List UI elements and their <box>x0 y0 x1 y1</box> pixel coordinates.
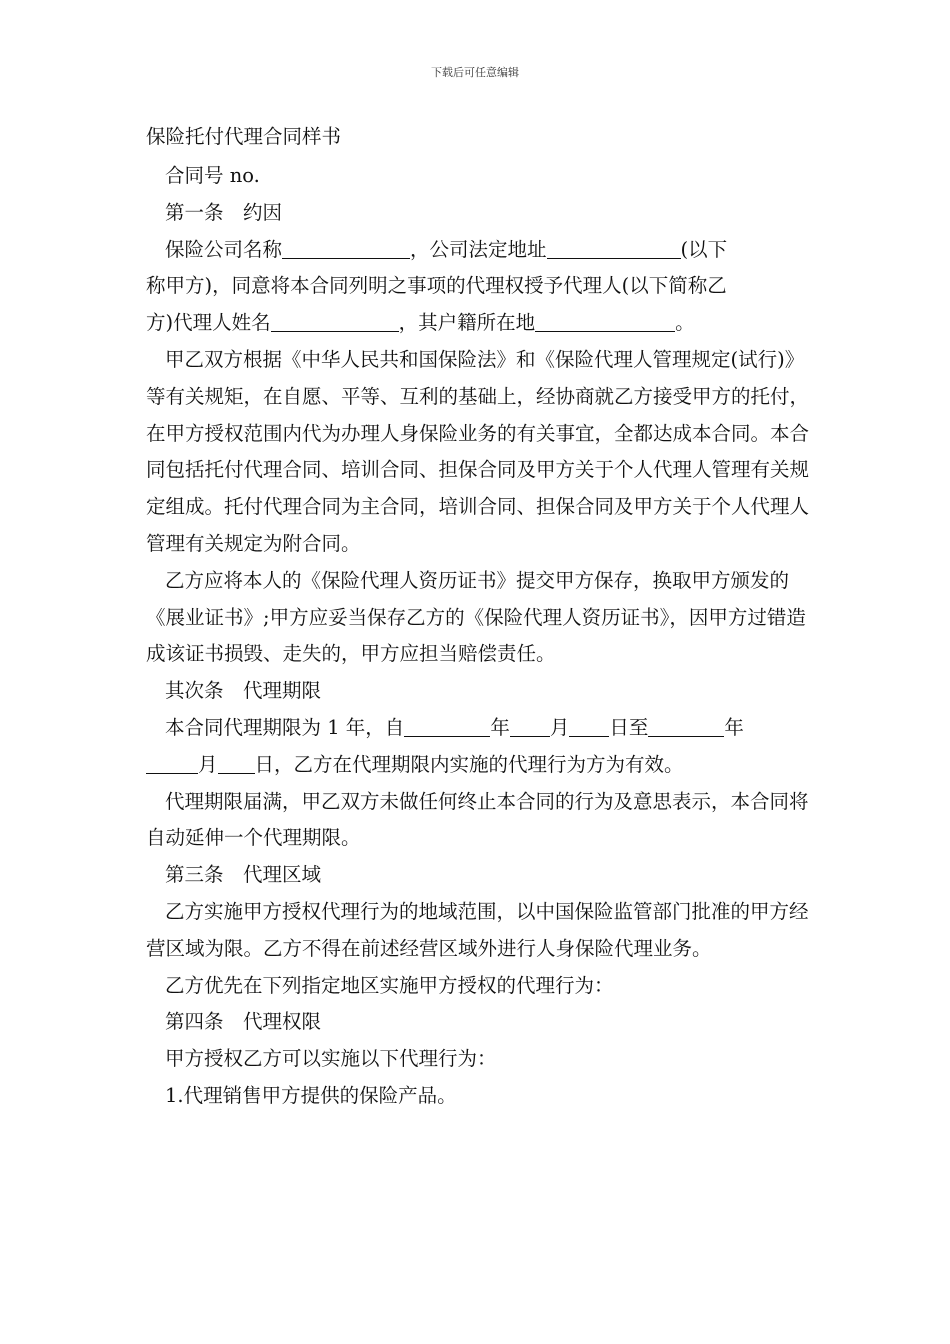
start-month-blank[interactable] <box>510 714 550 737</box>
article-3-heading: 第三条 代理区域 <box>165 863 322 887</box>
end-year-blank[interactable] <box>648 714 724 737</box>
list-item-1: 1.代理销售甲方提供的保险产品。 <box>165 1083 457 1107</box>
document-title: 保险托付代理合同样书 <box>146 125 342 148</box>
designated-area-paragraph: 乙方优先在下列指定地区实施甲方授权的代理行为： <box>165 973 614 997</box>
article-4-heading: 第四条 代理权限 <box>165 1010 322 1034</box>
text-segment: 月 <box>198 752 218 776</box>
text-segment: 保险公司名称 <box>165 237 283 261</box>
document-body <box>146 120 816 1115</box>
text-segment: 年 <box>724 715 744 739</box>
text-segment: ，其户籍所在地 <box>398 311 536 335</box>
territory-paragraph: 乙方实施甲方授权代理行为的地域范围，以中国保险监管部门批准的甲方经营区域为限。乙方不得在前述经营区域外进行人身保险代理业务。 <box>146 899 809 960</box>
article-1-heading: 第一条 约因 <box>165 200 283 224</box>
page-header: 下载后可任意编辑 <box>431 66 519 79</box>
text-segment: 月 <box>549 715 570 739</box>
agency-term-paragraph <box>146 710 816 784</box>
contract-number: 合同号 no. <box>165 164 260 187</box>
certificate-paragraph: 乙方应将本人的《保险代理人资历证书》提交甲方保存，换取甲方颁发的《展业证书》;甲方应妥当保存乙方的《保险代理人资历证书》，因甲方过错造成该证书损毁、走失的，甲方应担当赔偿责任。 <box>146 568 806 666</box>
household-location-blank[interactable] <box>535 309 675 332</box>
basis-paragraph: 甲乙双方根据《中华人民共和国保险法》和《保险代理人管理规定(试行)》等有关规矩，在自愿、平等、互利的基础上，经协商就乙方接受甲方的托付，在甲方授权范围内代为办理人身保险业务的有关事宜，全都达成本合同。本合同包括托付代理合同、培训合同、担保合同及甲方关于个人代理人管理有关规定组成。托付代理合同为主合同，培训合同、担保合同及甲方关于个人代理人管理有关规定为附合同。 <box>146 347 810 555</box>
company-address-blank[interactable] <box>547 236 681 259</box>
article-1-paragraph <box>146 232 816 342</box>
text-segment: 日至 <box>609 715 649 739</box>
renewal-paragraph: 代理期限届满，甲乙双方未做任何终止本合同的行为及意思表示，本合同将自动延伸一个代理期限。 <box>146 789 809 850</box>
text-segment: 。 <box>675 311 695 335</box>
end-day-blank[interactable] <box>218 751 255 774</box>
start-year-blank[interactable] <box>404 714 490 737</box>
agent-name-blank[interactable] <box>271 309 399 332</box>
company-name-blank[interactable] <box>282 236 410 259</box>
text-segment: 日，乙方在代理期限内实施的代理行为方为有效。 <box>254 752 684 776</box>
text-segment: (以下 <box>680 237 728 261</box>
start-day-blank[interactable] <box>569 714 609 737</box>
text-segment: 称甲方)，同意将本合同列明之事项的代理权授予代理人(以下简称乙 <box>146 274 727 298</box>
text-segment: 本合同代理期限为 1 年，自 <box>165 715 405 739</box>
authorization-paragraph: 甲方授权乙方可以实施以下代理行为： <box>165 1047 497 1071</box>
article-2-heading: 其次条 代理期限 <box>165 679 322 703</box>
text-segment: 方)代理人姓名 <box>146 311 271 335</box>
text-segment: 年 <box>490 715 510 739</box>
text-segment: ，公司法定地址 <box>410 237 547 261</box>
end-month-blank[interactable] <box>146 751 198 774</box>
